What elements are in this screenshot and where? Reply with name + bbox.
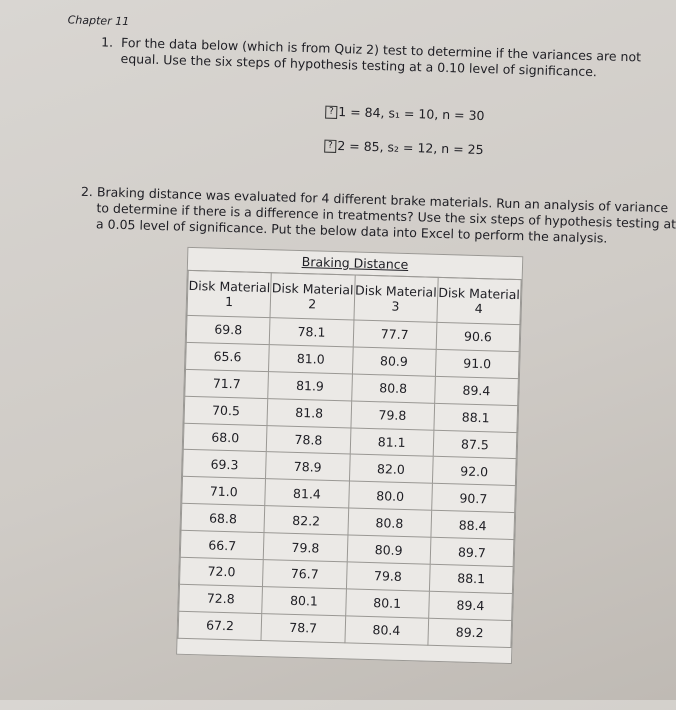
table-cell: 88.1: [429, 564, 513, 593]
table-cell: 78.1: [269, 318, 353, 347]
table-cell: 89.4: [428, 591, 512, 620]
table-cell: 81.0: [269, 345, 353, 374]
table-cell: 80.0: [348, 481, 432, 510]
table-cell: 65.6: [186, 342, 270, 371]
table-cell: 88.1: [434, 403, 518, 432]
table-cell: 80.1: [345, 589, 429, 618]
table-cell: 81.8: [267, 398, 351, 427]
table-cell: 79.8: [346, 562, 430, 591]
table-cell: 88.4: [431, 510, 515, 539]
unknown-symbol-icon: ?: [324, 140, 336, 153]
table-cell: 78.9: [266, 452, 350, 481]
column-header: Disk Material 3: [353, 275, 437, 322]
table-title: Braking Distance: [188, 248, 523, 280]
table-cell: 90.7: [431, 484, 515, 513]
table-cell: 66.7: [180, 530, 264, 559]
table-cell: 91.0: [435, 349, 519, 378]
question-2-number: 2.: [80, 183, 94, 200]
formula-line-2: [324, 138, 484, 157]
table-cell: 78.8: [266, 425, 350, 454]
question-1-text: For the data below (which is from Quiz 2) test to determine if the variances are not equal. Use the six steps of hypothesis testing at a 0.10 level of significance.: [120, 34, 642, 80]
table-cell: 87.5: [433, 430, 517, 459]
table-cell: 82.0: [349, 454, 433, 483]
chapter-label: Chapter 11: [67, 13, 130, 29]
data-table: [178, 270, 522, 648]
table-cell: 78.7: [261, 613, 345, 642]
column-header: Disk Material 2: [270, 273, 354, 320]
table-cell: 80.8: [351, 374, 435, 403]
table-cell: 79.8: [350, 401, 434, 430]
table-cell: 90.6: [436, 322, 520, 351]
formula-2-text: 2 = 85, s₂ = 12, n = 25: [337, 137, 484, 158]
table-cell: 81.9: [268, 371, 352, 400]
formula-line-1: [325, 104, 485, 123]
table-cell: 68.8: [181, 504, 265, 533]
table-cell: 72.0: [180, 557, 264, 586]
table-cell: 79.8: [263, 533, 347, 562]
table-cell: 76.7: [263, 560, 347, 589]
table-cell: 77.7: [353, 320, 437, 349]
question-2-text: Braking distance was evaluated for 4 different brake materials. Run an analysis of variance to determine if there is a difference in treatments? Use the six steps of hypothesis testing at a 0.05 level of significance. Put the below data into Excel to perform the analysis.: [95, 184, 676, 246]
table-cell: 80.4: [344, 616, 428, 645]
table-cell: 81.4: [265, 479, 349, 508]
question-1-number: 1.: [100, 34, 114, 50]
table-cell: 89.2: [428, 618, 512, 647]
unknown-symbol-icon: ?: [325, 106, 337, 119]
table-cell: 92.0: [432, 457, 516, 486]
formula-1-text: 1 = 84, s₁ = 10, n = 30: [338, 103, 485, 124]
table-cell: 80.8: [347, 508, 431, 537]
table-cell: 68.0: [183, 423, 267, 452]
table-cell: 67.2: [178, 611, 262, 640]
table-cell: 71.7: [185, 369, 269, 398]
table-cell: 72.8: [179, 584, 263, 613]
table-cell: 69.8: [186, 315, 270, 344]
table-cell: 70.5: [184, 396, 268, 425]
column-header: Disk Material 1: [187, 270, 271, 317]
table-cell: 82.2: [264, 506, 348, 535]
table-cell: 89.7: [430, 537, 514, 566]
column-header: Disk Material 4: [437, 277, 521, 324]
table-cell: 71.0: [182, 477, 266, 506]
table-cell: 80.1: [262, 586, 346, 615]
table-cell: 80.9: [352, 347, 436, 376]
table-cell: 81.1: [350, 428, 434, 457]
table-cell: 80.9: [347, 535, 431, 564]
table-cell: 89.4: [434, 376, 518, 405]
braking-distance-table: [176, 247, 523, 664]
table-cell: 69.3: [183, 450, 267, 479]
